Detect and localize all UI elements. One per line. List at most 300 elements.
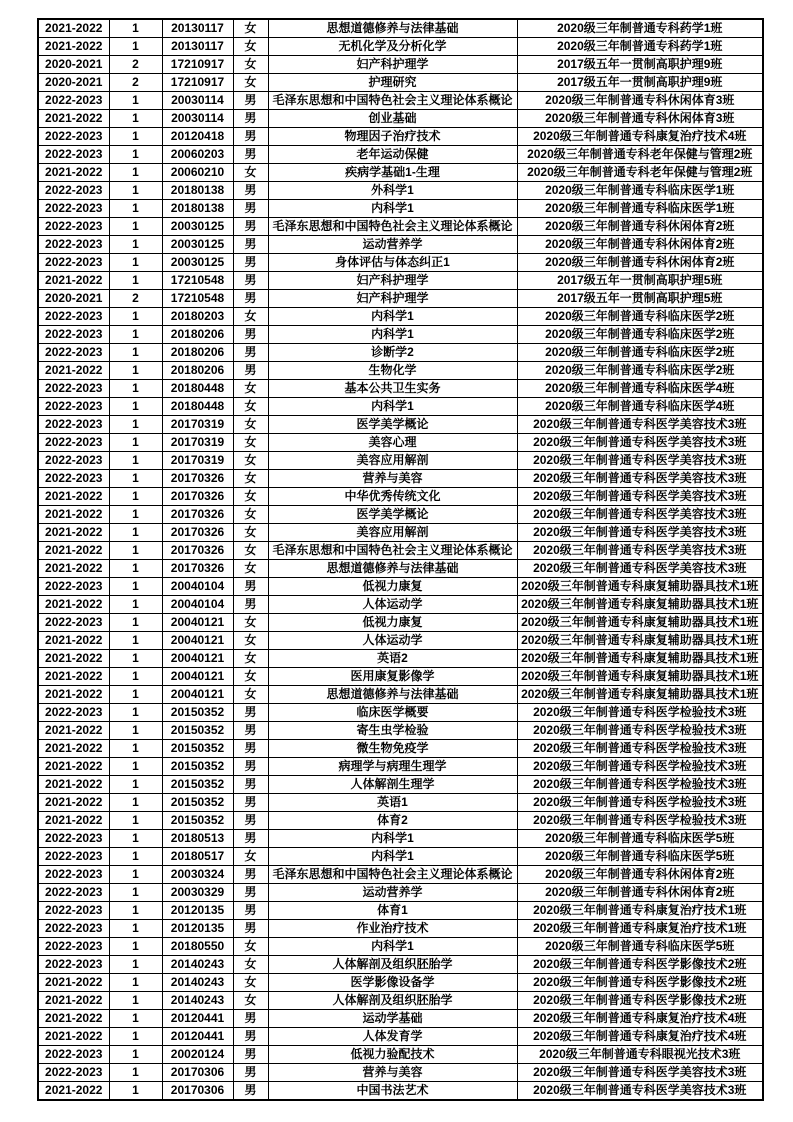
cell-semester: 1 [109, 920, 162, 938]
cell-semester: 2 [109, 56, 162, 74]
table-row [38, 1028, 763, 1046]
cell-year: 2022-2023 [38, 434, 109, 452]
cell-class: 2017级五年一贯制高职护理9班 [517, 56, 763, 74]
table-row [38, 686, 763, 704]
cell-year: 2022-2023 [38, 470, 109, 488]
cell-course: 毛泽东思想和中国特色社会主义理论体系概论 [268, 866, 517, 884]
cell-student-id: 20130117 [162, 38, 233, 56]
cell-class: 2020级三年制普通专科临床医学1班 [517, 200, 763, 218]
cell-semester: 1 [109, 794, 162, 812]
cell-class: 2020级三年制普通专科康复治疗技术4班 [517, 1028, 763, 1046]
cell-class: 2020级三年制普通专科康复辅助器具技术1班 [517, 596, 763, 614]
cell-student-id: 20170326 [162, 488, 233, 506]
cell-semester: 1 [109, 200, 162, 218]
cell-semester: 1 [109, 668, 162, 686]
cell-gender: 男 [233, 200, 268, 218]
cell-course: 疾病学基础1-生理 [268, 164, 517, 182]
cell-course: 身体评估与体态纠正1 [268, 254, 517, 272]
cell-gender: 男 [233, 272, 268, 290]
cell-class: 2020级三年制普通专科休闲体育2班 [517, 218, 763, 236]
cell-class: 2020级三年制普通专科康复辅助器具技术1班 [517, 686, 763, 704]
cell-course: 内科学1 [268, 938, 517, 956]
cell-class: 2020级三年制普通专科医学美容技术3班 [517, 452, 763, 470]
table-row [38, 794, 763, 812]
cell-student-id: 20180206 [162, 362, 233, 380]
table-row [38, 902, 763, 920]
cell-semester: 1 [109, 596, 162, 614]
table-row [38, 956, 763, 974]
cell-gender: 男 [233, 362, 268, 380]
cell-year: 2021-2022 [38, 19, 109, 38]
cell-gender: 女 [233, 398, 268, 416]
cell-student-id: 20170319 [162, 452, 233, 470]
cell-student-id: 20170306 [162, 1082, 233, 1101]
cell-course: 内科学1 [268, 200, 517, 218]
cell-course: 营养与美容 [268, 1064, 517, 1082]
cell-gender: 男 [233, 182, 268, 200]
cell-semester: 1 [109, 92, 162, 110]
cell-student-id: 20030114 [162, 92, 233, 110]
cell-class: 2020级三年制普通专科临床医学2班 [517, 362, 763, 380]
cell-year: 2020-2021 [38, 74, 109, 92]
cell-gender: 女 [233, 308, 268, 326]
cell-gender: 女 [233, 992, 268, 1010]
cell-semester: 1 [109, 578, 162, 596]
cell-year: 2022-2023 [38, 848, 109, 866]
table-row [38, 290, 763, 308]
cell-semester: 1 [109, 902, 162, 920]
cell-semester: 1 [109, 434, 162, 452]
cell-course: 生物化学 [268, 362, 517, 380]
table-row [38, 1064, 763, 1082]
cell-gender: 女 [233, 56, 268, 74]
cell-course: 人体解剖及组织胚胎学 [268, 992, 517, 1010]
cell-year: 2022-2023 [38, 452, 109, 470]
cell-year: 2021-2022 [38, 560, 109, 578]
cell-student-id: 20120441 [162, 1010, 233, 1028]
cell-student-id: 20180513 [162, 830, 233, 848]
cell-gender: 女 [233, 614, 268, 632]
cell-year: 2021-2022 [38, 524, 109, 542]
table-row [38, 38, 763, 56]
cell-year: 2022-2023 [38, 920, 109, 938]
cell-class: 2020级三年制普通专科临床医学4班 [517, 380, 763, 398]
cell-student-id: 20170326 [162, 524, 233, 542]
cell-year: 2021-2022 [38, 740, 109, 758]
cell-student-id: 20040104 [162, 596, 233, 614]
cell-semester: 1 [109, 974, 162, 992]
cell-semester: 1 [109, 884, 162, 902]
cell-gender: 男 [233, 866, 268, 884]
cell-semester: 1 [109, 488, 162, 506]
cell-course: 无机化学及分析化学 [268, 38, 517, 56]
table-row [38, 884, 763, 902]
cell-class: 2020级三年制普通专科药学1班 [517, 19, 763, 38]
cell-student-id: 20030125 [162, 218, 233, 236]
cell-course: 医学美学概论 [268, 506, 517, 524]
cell-semester: 1 [109, 560, 162, 578]
cell-course: 病理学与病理生理学 [268, 758, 517, 776]
cell-year: 2021-2022 [38, 794, 109, 812]
cell-year: 2022-2023 [38, 830, 109, 848]
cell-semester: 2 [109, 290, 162, 308]
cell-class: 2020级三年制普通专科医学美容技术3班 [517, 416, 763, 434]
cell-gender: 女 [233, 956, 268, 974]
cell-class: 2020级三年制普通专科医学检验技术3班 [517, 812, 763, 830]
table-row [38, 938, 763, 956]
cell-semester: 1 [109, 1046, 162, 1064]
cell-course: 物理因子治疗技术 [268, 128, 517, 146]
cell-student-id: 20120441 [162, 1028, 233, 1046]
table-row [38, 362, 763, 380]
cell-course: 体育1 [268, 902, 517, 920]
cell-semester: 1 [109, 38, 162, 56]
cell-course: 护理研究 [268, 74, 517, 92]
cell-course: 运动学基础 [268, 1010, 517, 1028]
cell-gender: 男 [233, 290, 268, 308]
cell-gender: 男 [233, 110, 268, 128]
cell-year: 2021-2022 [38, 668, 109, 686]
cell-course: 运动营养学 [268, 236, 517, 254]
cell-gender: 男 [233, 776, 268, 794]
cell-gender: 女 [233, 488, 268, 506]
cell-course: 妇产科护理学 [268, 290, 517, 308]
cell-student-id: 20150352 [162, 704, 233, 722]
cell-student-id: 20060210 [162, 164, 233, 182]
cell-course: 老年运动保健 [268, 146, 517, 164]
cell-year: 2021-2022 [38, 650, 109, 668]
table-row [38, 254, 763, 272]
cell-gender: 男 [233, 1082, 268, 1101]
cell-class: 2020级三年制普通专科休闲体育2班 [517, 866, 763, 884]
cell-course: 体育2 [268, 812, 517, 830]
cell-semester: 1 [109, 146, 162, 164]
cell-year: 2022-2023 [38, 866, 109, 884]
cell-student-id: 20040121 [162, 632, 233, 650]
cell-semester: 1 [109, 956, 162, 974]
cell-semester: 1 [109, 758, 162, 776]
cell-year: 2021-2022 [38, 686, 109, 704]
cell-course: 妇产科护理学 [268, 272, 517, 290]
cell-class: 2020级三年制普通专科临床医学2班 [517, 326, 763, 344]
cell-course: 临床医学概要 [268, 704, 517, 722]
table-row [38, 920, 763, 938]
cell-course: 内科学1 [268, 830, 517, 848]
cell-gender: 女 [233, 938, 268, 956]
cell-year: 2021-2022 [38, 1082, 109, 1101]
cell-course: 人体解剖生理学 [268, 776, 517, 794]
cell-year: 2020-2021 [38, 290, 109, 308]
cell-course: 低视力验配技术 [268, 1046, 517, 1064]
cell-gender: 男 [233, 722, 268, 740]
cell-class: 2020级三年制普通专科医学检验技术3班 [517, 758, 763, 776]
cell-class: 2020级三年制普通专科休闲体育2班 [517, 884, 763, 902]
records-table-body [38, 19, 763, 1100]
cell-gender: 男 [233, 920, 268, 938]
cell-semester: 1 [109, 452, 162, 470]
cell-course: 人体发育学 [268, 1028, 517, 1046]
cell-course: 创业基础 [268, 110, 517, 128]
cell-semester: 1 [109, 416, 162, 434]
cell-gender: 男 [233, 1046, 268, 1064]
cell-semester: 1 [109, 722, 162, 740]
cell-year: 2022-2023 [38, 614, 109, 632]
cell-class: 2020级三年制普通专科临床医学5班 [517, 830, 763, 848]
table-row [38, 452, 763, 470]
table-row [38, 578, 763, 596]
cell-semester: 1 [109, 236, 162, 254]
table-row [38, 866, 763, 884]
cell-semester: 1 [109, 632, 162, 650]
cell-gender: 男 [233, 902, 268, 920]
cell-course: 妇产科护理学 [268, 56, 517, 74]
cell-year: 2022-2023 [38, 218, 109, 236]
cell-student-id: 17210917 [162, 56, 233, 74]
cell-class: 2020级三年制普通专科康复治疗技术1班 [517, 902, 763, 920]
cell-year: 2022-2023 [38, 128, 109, 146]
cell-year: 2022-2023 [38, 236, 109, 254]
cell-year: 2022-2023 [38, 1046, 109, 1064]
cell-class: 2020级三年制普通专科康复辅助器具技术1班 [517, 650, 763, 668]
cell-year: 2022-2023 [38, 182, 109, 200]
cell-course: 低视力康复 [268, 614, 517, 632]
table-row [38, 848, 763, 866]
cell-student-id: 20030114 [162, 110, 233, 128]
cell-course: 营养与美容 [268, 470, 517, 488]
cell-year: 2022-2023 [38, 884, 109, 902]
cell-semester: 1 [109, 308, 162, 326]
cell-student-id: 20120135 [162, 920, 233, 938]
table-row [38, 19, 763, 38]
cell-class: 2020级三年制普通专科康复辅助器具技术1班 [517, 578, 763, 596]
cell-year: 2021-2022 [38, 164, 109, 182]
table-row [38, 74, 763, 92]
cell-gender: 女 [233, 470, 268, 488]
table-row [38, 236, 763, 254]
cell-year: 2022-2023 [38, 92, 109, 110]
table-row [38, 524, 763, 542]
cell-student-id: 20180448 [162, 398, 233, 416]
records-table [37, 18, 764, 1101]
cell-year: 2020-2021 [38, 56, 109, 74]
table-row [38, 128, 763, 146]
cell-gender: 女 [233, 974, 268, 992]
cell-course: 英语2 [268, 650, 517, 668]
cell-semester: 1 [109, 740, 162, 758]
cell-year: 2022-2023 [38, 146, 109, 164]
cell-gender: 女 [233, 650, 268, 668]
cell-semester: 1 [109, 19, 162, 38]
table-row [38, 146, 763, 164]
cell-class: 2020级三年制普通专科康复辅助器具技术1班 [517, 668, 763, 686]
cell-year: 2022-2023 [38, 416, 109, 434]
table-row [38, 488, 763, 506]
table-row [38, 398, 763, 416]
cell-semester: 1 [109, 542, 162, 560]
cell-year: 2021-2022 [38, 110, 109, 128]
table-row [38, 506, 763, 524]
cell-class: 2020级三年制普通专科医学美容技术3班 [517, 542, 763, 560]
cell-class: 2020级三年制普通专科康复辅助器具技术1班 [517, 632, 763, 650]
cell-class: 2020级三年制普通专科休闲体育2班 [517, 236, 763, 254]
cell-class: 2020级三年制普通专科医学影像技术2班 [517, 992, 763, 1010]
cell-gender: 女 [233, 560, 268, 578]
cell-year: 2021-2022 [38, 722, 109, 740]
cell-course: 毛泽东思想和中国特色社会主义理论体系概论 [268, 218, 517, 236]
cell-class: 2020级三年制普通专科康复治疗技术1班 [517, 920, 763, 938]
cell-year: 2021-2022 [38, 362, 109, 380]
cell-class: 2020级三年制普通专科医学检验技术3班 [517, 704, 763, 722]
cell-student-id: 20120135 [162, 902, 233, 920]
cell-semester: 1 [109, 182, 162, 200]
table-row [38, 164, 763, 182]
cell-gender: 男 [233, 884, 268, 902]
table-row [38, 560, 763, 578]
cell-class: 2020级三年制普通专科眼视光技术3班 [517, 1046, 763, 1064]
cell-class: 2020级三年制普通专科医学美容技术3班 [517, 524, 763, 542]
cell-semester: 1 [109, 164, 162, 182]
cell-semester: 2 [109, 74, 162, 92]
cell-gender: 女 [233, 38, 268, 56]
cell-class: 2020级三年制普通专科老年保健与管理2班 [517, 164, 763, 182]
cell-year: 2021-2022 [38, 776, 109, 794]
cell-class: 2020级三年制普通专科临床医学5班 [517, 938, 763, 956]
cell-course: 内科学1 [268, 848, 517, 866]
cell-semester: 1 [109, 506, 162, 524]
table-row [38, 776, 763, 794]
cell-semester: 1 [109, 362, 162, 380]
cell-gender: 女 [233, 686, 268, 704]
cell-year: 2021-2022 [38, 488, 109, 506]
cell-course: 思想道德修养与法律基础 [268, 686, 517, 704]
cell-course: 人体运动学 [268, 596, 517, 614]
cell-student-id: 20180138 [162, 200, 233, 218]
cell-student-id: 17210917 [162, 74, 233, 92]
cell-course: 内科学1 [268, 398, 517, 416]
table-row [38, 470, 763, 488]
cell-student-id: 20040121 [162, 668, 233, 686]
cell-gender: 女 [233, 380, 268, 398]
table-row [38, 830, 763, 848]
cell-gender: 男 [233, 1010, 268, 1028]
cell-course: 毛泽东思想和中国特色社会主义理论体系概论 [268, 92, 517, 110]
cell-student-id: 20060203 [162, 146, 233, 164]
cell-course: 英语1 [268, 794, 517, 812]
cell-gender: 男 [233, 92, 268, 110]
cell-course: 思想道德修养与法律基础 [268, 560, 517, 578]
cell-semester: 1 [109, 110, 162, 128]
cell-year: 2021-2022 [38, 596, 109, 614]
table-row [38, 218, 763, 236]
cell-class: 2020级三年制普通专科医学影像技术2班 [517, 956, 763, 974]
cell-course: 内科学1 [268, 326, 517, 344]
cell-year: 2021-2022 [38, 506, 109, 524]
cell-year: 2022-2023 [38, 578, 109, 596]
cell-gender: 男 [233, 236, 268, 254]
cell-student-id: 20020124 [162, 1046, 233, 1064]
cell-student-id: 20170319 [162, 434, 233, 452]
cell-class: 2017级五年一贯制高职护理5班 [517, 290, 763, 308]
table-row [38, 758, 763, 776]
table-row [38, 542, 763, 560]
cell-student-id: 20180203 [162, 308, 233, 326]
cell-class: 2020级三年制普通专科药学1班 [517, 38, 763, 56]
cell-gender: 女 [233, 434, 268, 452]
cell-student-id: 20180138 [162, 182, 233, 200]
cell-student-id: 20030125 [162, 236, 233, 254]
cell-year: 2022-2023 [38, 200, 109, 218]
table-row [38, 992, 763, 1010]
cell-gender: 男 [233, 326, 268, 344]
cell-course: 低视力康复 [268, 578, 517, 596]
cell-student-id: 20180517 [162, 848, 233, 866]
cell-class: 2020级三年制普通专科医学美容技术3班 [517, 506, 763, 524]
cell-student-id: 20150352 [162, 722, 233, 740]
cell-student-id: 20150352 [162, 794, 233, 812]
cell-year: 2021-2022 [38, 758, 109, 776]
cell-student-id: 20150352 [162, 812, 233, 830]
cell-semester: 1 [109, 1064, 162, 1082]
cell-gender: 男 [233, 1064, 268, 1082]
cell-student-id: 17210548 [162, 290, 233, 308]
cell-class: 2020级三年制普通专科医学检验技术3班 [517, 776, 763, 794]
cell-course: 外科学1 [268, 182, 517, 200]
cell-course: 医学美学概论 [268, 416, 517, 434]
cell-course: 美容应用解剖 [268, 524, 517, 542]
cell-course: 运动营养学 [268, 884, 517, 902]
cell-student-id: 20040104 [162, 578, 233, 596]
cell-student-id: 20120418 [162, 128, 233, 146]
cell-semester: 1 [109, 848, 162, 866]
table-row [38, 182, 763, 200]
cell-course: 毛泽东思想和中国特色社会主义理论体系概论 [268, 542, 517, 560]
cell-course: 美容心理 [268, 434, 517, 452]
cell-semester: 1 [109, 380, 162, 398]
cell-student-id: 20130117 [162, 19, 233, 38]
table-row [38, 56, 763, 74]
cell-gender: 女 [233, 632, 268, 650]
cell-year: 2022-2023 [38, 398, 109, 416]
cell-student-id: 20150352 [162, 740, 233, 758]
cell-student-id: 20040121 [162, 614, 233, 632]
cell-student-id: 17210548 [162, 272, 233, 290]
table-row [38, 326, 763, 344]
cell-student-id: 20140243 [162, 956, 233, 974]
cell-semester: 1 [109, 1082, 162, 1101]
cell-class: 2020级三年制普通专科医学检验技术3班 [517, 740, 763, 758]
cell-class: 2020级三年制普通专科临床医学4班 [517, 398, 763, 416]
cell-student-id: 20150352 [162, 776, 233, 794]
cell-student-id: 20040121 [162, 686, 233, 704]
cell-class: 2020级三年制普通专科医学影像技术2班 [517, 974, 763, 992]
cell-semester: 1 [109, 398, 162, 416]
table-row [38, 92, 763, 110]
cell-year: 2021-2022 [38, 974, 109, 992]
cell-student-id: 20170326 [162, 560, 233, 578]
table-row [38, 632, 763, 650]
table-row [38, 308, 763, 326]
cell-semester: 1 [109, 992, 162, 1010]
cell-student-id: 20170319 [162, 416, 233, 434]
cell-student-id: 20040121 [162, 650, 233, 668]
cell-gender: 男 [233, 740, 268, 758]
cell-student-id: 20180206 [162, 344, 233, 362]
cell-student-id: 20180550 [162, 938, 233, 956]
cell-student-id: 20030329 [162, 884, 233, 902]
cell-student-id: 20180448 [162, 380, 233, 398]
cell-class: 2020级三年制普通专科医学美容技术3班 [517, 560, 763, 578]
cell-student-id: 20150352 [162, 758, 233, 776]
